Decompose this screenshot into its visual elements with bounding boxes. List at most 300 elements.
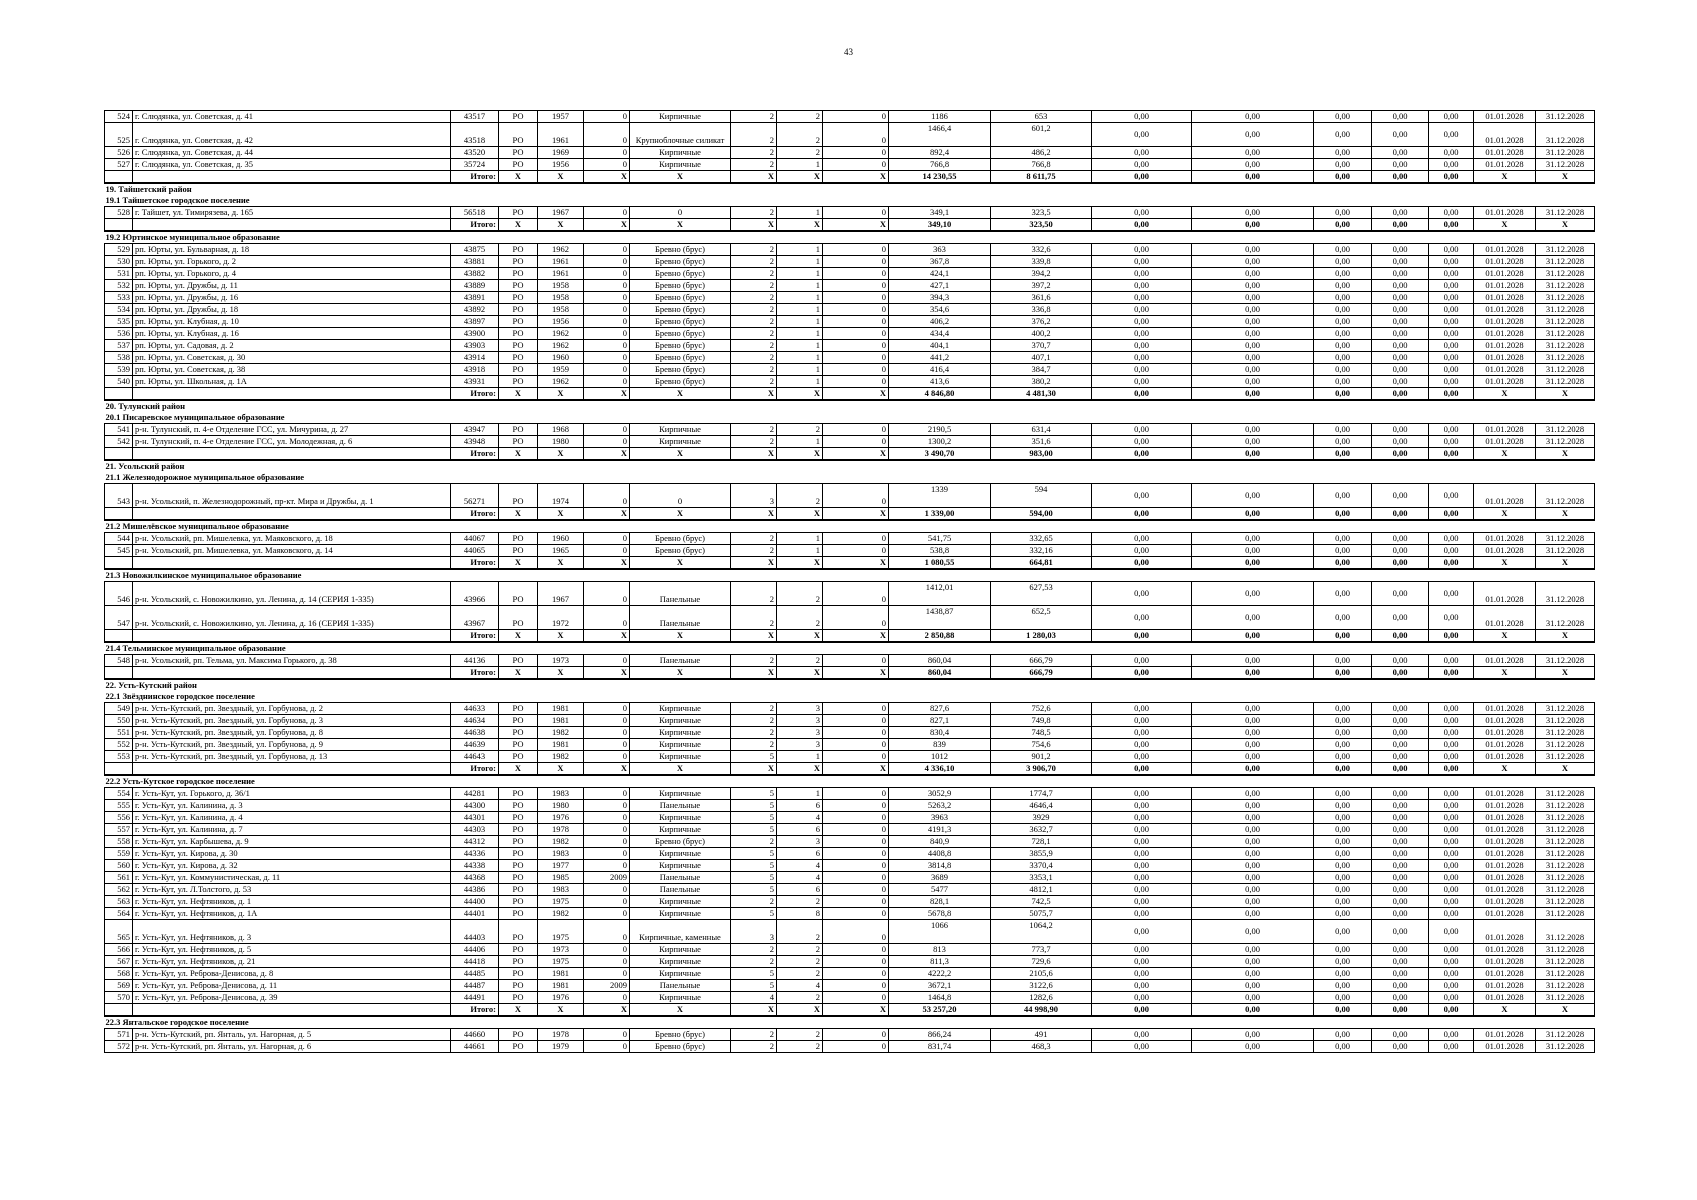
cell-wall-material: Бревно (брус)	[630, 836, 731, 848]
cell-cost-4: 0,00	[1372, 739, 1429, 751]
cell-year-built: 1969	[538, 147, 584, 159]
cell-total-area: 830,4	[889, 727, 991, 739]
cell-address: г. Усть-Кут, ул. Л.Толстого, д. 53	[133, 884, 451, 896]
cell-year-built: 1961	[538, 256, 584, 268]
cell-cost-5: 0,00	[1429, 424, 1474, 436]
cell-total-area: 840,9	[889, 836, 991, 848]
cell-cost-4: 0,00	[1372, 980, 1429, 992]
housing-register-table	[104, 110, 1595, 1053]
cell-house-id: 43914	[451, 352, 499, 364]
cell-row-number: 533	[105, 292, 133, 304]
cell-cost-3: 0,00	[1314, 147, 1372, 159]
cell-living-area: 3370,4	[991, 860, 1092, 872]
cell-year-renovated: 0	[584, 715, 630, 727]
cell-row-number: 542	[105, 436, 133, 448]
cell-floors: 3	[731, 920, 777, 944]
cell-start-date: Х	[1474, 448, 1536, 461]
cell-address: г. Усть-Кут, ул. Нефтяников, д. 1А	[133, 908, 451, 920]
cell-management-type: РО	[499, 545, 538, 557]
cell-wall-material: Кирпичные	[630, 860, 731, 872]
cell-end-date: 31.12.2028	[1536, 848, 1595, 860]
cell-house-id: 44336	[451, 848, 499, 860]
cell-start-date: 01.01.2028	[1474, 292, 1536, 304]
cell-cost-2: 0,00	[1192, 219, 1314, 232]
cell-cost-3: 0,00	[1314, 980, 1372, 992]
table-row	[105, 968, 1595, 980]
section-heading-text: 22. Усть-Кутский район	[105, 680, 197, 690]
cell-floors: 2	[731, 739, 777, 751]
cell-col-10: 0	[823, 436, 889, 448]
cell-total-area: 1412,01	[889, 582, 991, 606]
cell-col-10: 0	[823, 352, 889, 364]
cell-year-renovated: 0	[584, 147, 630, 159]
cell-year-renovated: 0	[584, 848, 630, 860]
cell-house-id: 44491	[451, 992, 499, 1004]
section-heading-text: 21.1 Железнодорожное муниципальное образование	[105, 472, 305, 482]
cell-year-renovated: 0	[584, 606, 630, 630]
cell-address: р-н. Усть-Кутский, рп. Звездный, ул. Горбунова, д. 8	[133, 727, 451, 739]
cell-cost-3: 0,00	[1314, 219, 1372, 232]
section-heading	[105, 642, 1595, 655]
cell-cost-2: 0,00	[1192, 582, 1314, 606]
cell-cost-1: 0,00	[1092, 715, 1192, 727]
cell-floors: 2	[731, 207, 777, 219]
cell-entrances: 2	[777, 111, 823, 123]
cell-cost-4: 0,00	[1372, 956, 1429, 968]
cell-cost-5: 0,00	[1429, 715, 1474, 727]
cell-living-area: 339,8	[991, 256, 1092, 268]
cell-floors: 2	[731, 582, 777, 606]
cell-year-built: 1981	[538, 715, 584, 727]
cell-row-number	[105, 448, 133, 461]
cell-management-type: Х	[499, 763, 538, 776]
cell-year-built: 1982	[538, 727, 584, 739]
cell-end-date: 31.12.2028	[1536, 123, 1595, 147]
cell-floors: 2	[731, 1041, 777, 1053]
cell-cost-2: 0,00	[1192, 944, 1314, 956]
cell-address: р-н. Усольский, п. Железнодорожный, пр-кт. Мира и Дружбы, д. 1	[133, 484, 451, 508]
cell-year-built: 1983	[538, 884, 584, 896]
cell-address: г. Усть-Кут, ул. Реброва-Денисова, д. 8	[133, 968, 451, 980]
cell-entrances: 2	[777, 1029, 823, 1041]
cell-living-area: 5075,7	[991, 908, 1092, 920]
cell-cost-1: 0,00	[1092, 207, 1192, 219]
cell-end-date: 31.12.2028	[1536, 980, 1595, 992]
cell-cost-1: 0,00	[1092, 292, 1192, 304]
cell-floors: 2	[731, 727, 777, 739]
cell-entrances: 6	[777, 884, 823, 896]
cell-start-date: 01.01.2028	[1474, 545, 1536, 557]
cell-cost-3: 0,00	[1314, 508, 1372, 521]
cell-cost-1: 0,00	[1092, 1004, 1192, 1017]
section-heading	[105, 195, 1595, 207]
cell-row-number: 563	[105, 896, 133, 908]
cell-end-date: 31.12.2028	[1536, 884, 1595, 896]
cell-cost-4: 0,00	[1372, 1029, 1429, 1041]
cell-address: рп. Юрты, ул. Советская, д. 38	[133, 364, 451, 376]
table-row	[105, 207, 1595, 219]
cell-cost-1: 0,00	[1092, 848, 1192, 860]
cell-address: г. Усть-Кут, ул. Нефтяников, д. 21	[133, 956, 451, 968]
cell-end-date: 31.12.2028	[1536, 111, 1595, 123]
cell-wall-material: Крупноблочные силикат	[630, 123, 731, 147]
total-row	[105, 630, 1595, 643]
table-row	[105, 484, 1595, 508]
cell-address: г. Усть-Кут, ул. Нефтяников, д. 3	[133, 920, 451, 944]
cell-cost-4: 0,00	[1372, 908, 1429, 920]
cell-management-type: РО	[499, 364, 538, 376]
section-heading	[105, 569, 1595, 582]
cell-col-10: 0	[823, 484, 889, 508]
table-row	[105, 436, 1595, 448]
cell-cost-4: 0,00	[1372, 727, 1429, 739]
cell-end-date: Х	[1536, 448, 1595, 461]
cell-living-area: 332,65	[991, 533, 1092, 545]
cell-row-number: 531	[105, 268, 133, 280]
cell-cost-3: 0,00	[1314, 292, 1372, 304]
cell-management-type: РО	[499, 436, 538, 448]
cell-total-area: 349,1	[889, 207, 991, 219]
cell-end-date: Х	[1536, 557, 1595, 570]
cell-cost-1: 0,00	[1092, 824, 1192, 836]
cell-cost-1: 0,00	[1092, 884, 1192, 896]
cell-house-id: 44487	[451, 980, 499, 992]
cell-entrances: 4	[777, 812, 823, 824]
cell-start-date: 01.01.2028	[1474, 715, 1536, 727]
cell-total-area: 860,04	[889, 667, 991, 680]
cell-year-built: 1962	[538, 328, 584, 340]
cell-cost-4: 0,00	[1372, 340, 1429, 352]
cell-living-area: 8 611,75	[991, 171, 1092, 184]
cell-cost-1: 0,00	[1092, 630, 1192, 643]
cell-house-id: 44634	[451, 715, 499, 727]
cell-address: рп. Юрты, ул. Горького, д. 2	[133, 256, 451, 268]
cell-cost-3: 0,00	[1314, 944, 1372, 956]
cell-house-id: 44312	[451, 836, 499, 848]
cell-management-type: Х	[499, 219, 538, 232]
cell-year-built: 1965	[538, 545, 584, 557]
cell-end-date: 31.12.2028	[1536, 147, 1595, 159]
cell-floors: 2	[731, 533, 777, 545]
cell-management-type: Х	[499, 1004, 538, 1017]
cell-entrances: 2	[777, 424, 823, 436]
cell-cost-1: 0,00	[1092, 655, 1192, 667]
cell-year-built: 1976	[538, 992, 584, 1004]
cell-col-10: 0	[823, 582, 889, 606]
cell-floors: 5	[731, 848, 777, 860]
cell-year-renovated: 0	[584, 800, 630, 812]
cell-address: г. Усть-Кут, ул. Калинина, д. 4	[133, 812, 451, 824]
cell-cost-5: 0,00	[1429, 219, 1474, 232]
cell-cost-1: 0,00	[1092, 836, 1192, 848]
cell-col-10: 0	[823, 256, 889, 268]
cell-wall-material: Кирпичные	[630, 992, 731, 1004]
cell-cost-1: 0,00	[1092, 352, 1192, 364]
cell-living-area: 728,1	[991, 836, 1092, 848]
cell-year-built: 1958	[538, 292, 584, 304]
cell-cost-3: 0,00	[1314, 171, 1372, 184]
cell-start-date: 01.01.2028	[1474, 956, 1536, 968]
cell-cost-1: 0,00	[1092, 244, 1192, 256]
cell-entrances: 1	[777, 788, 823, 800]
cell-cost-3: 0,00	[1314, 582, 1372, 606]
cell-wall-material: Бревно (брус)	[630, 376, 731, 388]
cell-start-date: Х	[1474, 171, 1536, 184]
cell-row-number: 537	[105, 340, 133, 352]
table-row	[105, 244, 1595, 256]
cell-house-id: 43881	[451, 256, 499, 268]
table-row	[105, 340, 1595, 352]
cell-total-area: 5678,8	[889, 908, 991, 920]
cell-cost-4: 0,00	[1372, 884, 1429, 896]
cell-floors: 2	[731, 268, 777, 280]
table-row	[105, 123, 1595, 147]
cell-start-date: Х	[1474, 508, 1536, 521]
cell-start-date: Х	[1474, 630, 1536, 643]
cell-row-number: 543	[105, 484, 133, 508]
cell-living-area: 400,2	[991, 328, 1092, 340]
cell-total-area: 3672,1	[889, 980, 991, 992]
cell-management-type: РО	[499, 655, 538, 667]
cell-total-area: 1186	[889, 111, 991, 123]
cell-year-built: Х	[538, 508, 584, 521]
cell-floors: 2	[731, 1029, 777, 1041]
cell-start-date: 01.01.2028	[1474, 920, 1536, 944]
cell-floors: Х	[731, 388, 777, 401]
cell-cost-3: 0,00	[1314, 896, 1372, 908]
cell-row-number: 547	[105, 606, 133, 630]
cell-start-date: 01.01.2028	[1474, 424, 1536, 436]
cell-cost-5: 0,00	[1429, 1041, 1474, 1053]
cell-cost-1: 0,00	[1092, 533, 1192, 545]
cell-cost-4: 0,00	[1372, 860, 1429, 872]
cell-cost-5: 0,00	[1429, 751, 1474, 763]
cell-start-date: 01.01.2028	[1474, 739, 1536, 751]
cell-total-area: 53 257,20	[889, 1004, 991, 1017]
cell-cost-3: 0,00	[1314, 316, 1372, 328]
cell-address: г. Усть-Кут, ул. Коммунистическая, д. 11	[133, 872, 451, 884]
cell-row-number: 562	[105, 884, 133, 896]
cell-entrances: 6	[777, 824, 823, 836]
cell-living-area: 4646,4	[991, 800, 1092, 812]
table-row	[105, 715, 1595, 727]
cell-house-id: Итого:	[451, 557, 499, 570]
cell-entrances: Х	[777, 557, 823, 570]
cell-col-10: 0	[823, 1041, 889, 1053]
cell-col-10: Х	[823, 763, 889, 776]
cell-floors: 2	[731, 280, 777, 292]
cell-row-number: 535	[105, 316, 133, 328]
cell-cost-2: 0,00	[1192, 304, 1314, 316]
cell-cost-3: 0,00	[1314, 364, 1372, 376]
cell-floors: 2	[731, 715, 777, 727]
cell-management-type: Х	[499, 667, 538, 680]
cell-wall-material: Х	[630, 171, 731, 184]
cell-row-number: 552	[105, 739, 133, 751]
cell-wall-material: Х	[630, 763, 731, 776]
cell-col-10: 0	[823, 812, 889, 824]
cell-start-date: 01.01.2028	[1474, 812, 1536, 824]
cell-floors: 5	[731, 800, 777, 812]
table-row	[105, 545, 1595, 557]
cell-floors: 5	[731, 980, 777, 992]
section-heading	[105, 412, 1595, 424]
cell-year-built: 1975	[538, 956, 584, 968]
cell-house-id: 44338	[451, 860, 499, 872]
cell-cost-4: 0,00	[1372, 376, 1429, 388]
cell-year-built: 1982	[538, 836, 584, 848]
cell-wall-material: Кирпичные	[630, 788, 731, 800]
cell-year-built: 1981	[538, 968, 584, 980]
cell-wall-material: Х	[630, 557, 731, 570]
cell-cost-4: 0,00	[1372, 968, 1429, 980]
cell-cost-1: 0,00	[1092, 340, 1192, 352]
cell-floors: Х	[731, 667, 777, 680]
cell-cost-2: 0,00	[1192, 533, 1314, 545]
cell-floors: 5	[731, 968, 777, 980]
cell-cost-1: 0,00	[1092, 147, 1192, 159]
section-heading	[105, 231, 1595, 244]
cell-row-number	[105, 171, 133, 184]
cell-floors: 2	[731, 896, 777, 908]
cell-wall-material: Кирпичные	[630, 739, 731, 751]
cell-house-id: 44301	[451, 812, 499, 824]
cell-start-date: 01.01.2028	[1474, 484, 1536, 508]
cell-year-renovated: 0	[584, 340, 630, 352]
cell-cost-5: 0,00	[1429, 655, 1474, 667]
cell-start-date: Х	[1474, 1004, 1536, 1017]
cell-row-number	[105, 219, 133, 232]
cell-cost-3: 0,00	[1314, 340, 1372, 352]
cell-col-10: 0	[823, 908, 889, 920]
cell-year-renovated: 0	[584, 739, 630, 751]
cell-house-id: 43882	[451, 268, 499, 280]
cell-management-type: РО	[499, 352, 538, 364]
cell-address: рп. Юрты, ул. Садовая, д. 2	[133, 340, 451, 352]
cell-entrances: 2	[777, 123, 823, 147]
cell-cost-1: 0,00	[1092, 364, 1192, 376]
cell-management-type: РО	[499, 848, 538, 860]
cell-cost-2: 0,00	[1192, 207, 1314, 219]
cell-row-number: 546	[105, 582, 133, 606]
cell-row-number: 540	[105, 376, 133, 388]
cell-col-10: 0	[823, 159, 889, 171]
cell-address: р-н. Тулунский, п. 4-е Отделение ГСС, ул. Молодежная, д. 6	[133, 436, 451, 448]
cell-col-10: Х	[823, 667, 889, 680]
cell-house-id: 43889	[451, 280, 499, 292]
cell-wall-material: Х	[630, 508, 731, 521]
cell-management-type: РО	[499, 836, 538, 848]
cell-entrances: 2	[777, 655, 823, 667]
cell-house-id: Итого:	[451, 763, 499, 776]
table-row	[105, 800, 1595, 812]
cell-house-id: 44067	[451, 533, 499, 545]
cell-start-date: 01.01.2028	[1474, 884, 1536, 896]
cell-year-renovated: 0	[584, 244, 630, 256]
cell-cost-1: 0,00	[1092, 582, 1192, 606]
cell-entrances: 1	[777, 545, 823, 557]
cell-col-10: 0	[823, 703, 889, 715]
cell-entrances: 2	[777, 484, 823, 508]
section-heading	[105, 520, 1595, 533]
cell-wall-material: Бревно (брус)	[630, 328, 731, 340]
cell-entrances: 1	[777, 376, 823, 388]
cell-start-date: 01.01.2028	[1474, 824, 1536, 836]
cell-cost-3: 0,00	[1314, 328, 1372, 340]
cell-wall-material: Кирпичные	[630, 956, 731, 968]
cell-cost-2: 0,00	[1192, 147, 1314, 159]
cell-row-number	[105, 508, 133, 521]
cell-address: рп. Юрты, ул. Бульварная, д. 18	[133, 244, 451, 256]
cell-total-area: 394,3	[889, 292, 991, 304]
cell-year-renovated: 0	[584, 884, 630, 896]
cell-cost-2: 0,00	[1192, 920, 1314, 944]
cell-management-type: РО	[499, 1029, 538, 1041]
cell-living-area: 752,6	[991, 703, 1092, 715]
cell-address: рп. Юрты, ул. Школьная, д. 1А	[133, 376, 451, 388]
cell-management-type: РО	[499, 739, 538, 751]
cell-year-built: 1960	[538, 352, 584, 364]
cell-living-area: 748,5	[991, 727, 1092, 739]
cell-cost-2: 0,00	[1192, 328, 1314, 340]
cell-year-renovated: 0	[584, 316, 630, 328]
cell-start-date: 01.01.2028	[1474, 436, 1536, 448]
section-heading-text: 21.2 Мишелёвское муниципальное образование	[105, 521, 289, 531]
cell-total-area: 434,4	[889, 328, 991, 340]
cell-living-area: 323,5	[991, 207, 1092, 219]
cell-col-10: 0	[823, 207, 889, 219]
cell-cost-3: 0,00	[1314, 436, 1372, 448]
cell-cost-5: 0,00	[1429, 352, 1474, 364]
cell-cost-5: 0,00	[1429, 812, 1474, 824]
cell-cost-5: 0,00	[1429, 484, 1474, 508]
cell-floors: 2	[731, 436, 777, 448]
total-row	[105, 388, 1595, 401]
cell-living-area: 3632,7	[991, 824, 1092, 836]
cell-cost-1: 0,00	[1092, 484, 1192, 508]
cell-cost-5: 0,00	[1429, 896, 1474, 908]
cell-floors: 5	[731, 872, 777, 884]
cell-row-number: 534	[105, 304, 133, 316]
cell-end-date: 31.12.2028	[1536, 872, 1595, 884]
cell-cost-1: 0,00	[1092, 980, 1192, 992]
cell-cost-3: 0,00	[1314, 812, 1372, 824]
cell-total-area: 1 339,00	[889, 508, 991, 521]
cell-wall-material: Бревно (брус)	[630, 352, 731, 364]
cell-start-date: 01.01.2028	[1474, 848, 1536, 860]
cell-wall-material: Панельные	[630, 582, 731, 606]
cell-management-type: РО	[499, 860, 538, 872]
cell-row-number: 529	[105, 244, 133, 256]
cell-cost-2: 0,00	[1192, 340, 1314, 352]
cell-cost-5: 0,00	[1429, 557, 1474, 570]
cell-start-date: 01.01.2028	[1474, 860, 1536, 872]
cell-cost-5: 0,00	[1429, 147, 1474, 159]
cell-wall-material: Х	[630, 448, 731, 461]
cell-cost-1: 0,00	[1092, 280, 1192, 292]
cell-management-type: РО	[499, 268, 538, 280]
cell-cost-4: 0,00	[1372, 557, 1429, 570]
cell-house-id: 43948	[451, 436, 499, 448]
cell-end-date: 31.12.2028	[1536, 256, 1595, 268]
cell-cost-1: 0,00	[1092, 171, 1192, 184]
cell-entrances: 8	[777, 908, 823, 920]
cell-year-built: 1973	[538, 655, 584, 667]
cell-total-area: 4222,2	[889, 968, 991, 980]
cell-address: р-н. Усольский, рп. Тельма, ул. Максима Горького, д. 38	[133, 655, 451, 667]
cell-year-renovated: 0	[584, 896, 630, 908]
cell-year-built: 1980	[538, 436, 584, 448]
